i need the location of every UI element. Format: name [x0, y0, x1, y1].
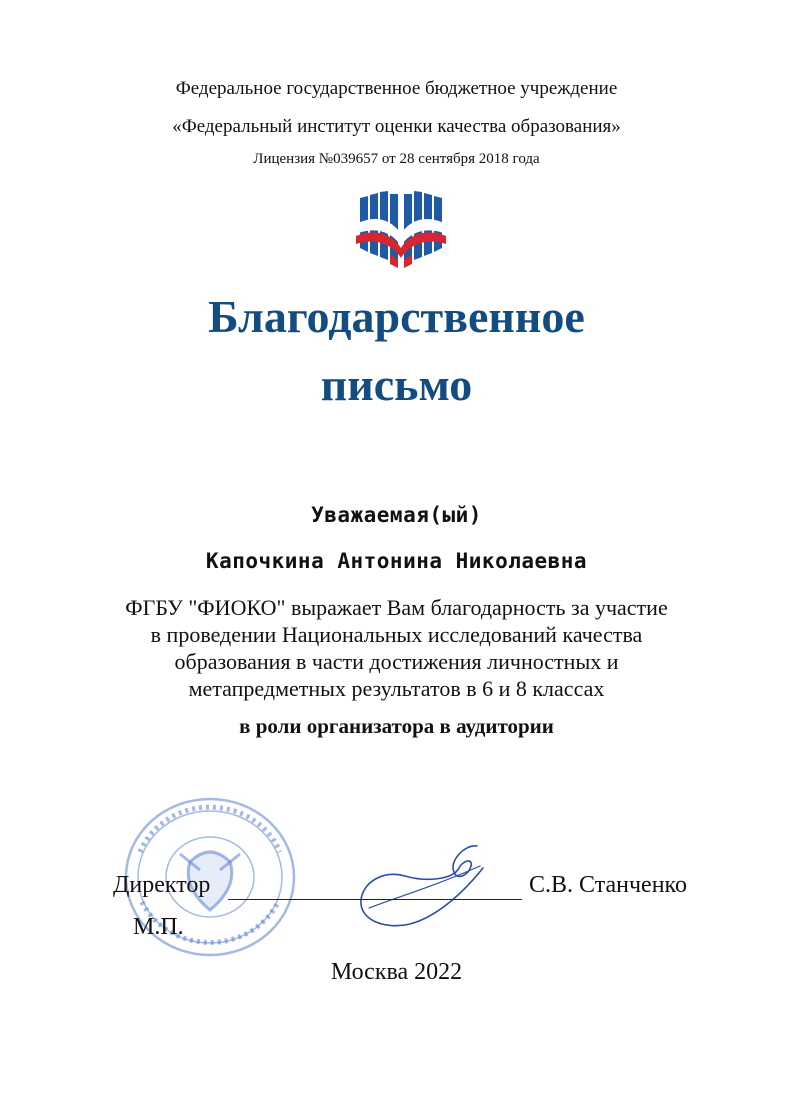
body-line3: образования в части достижения личностных и — [174, 649, 619, 674]
document-title-line1: Благодарственное — [208, 291, 585, 342]
recipient-name: Капочкина Антонина Николаевна — [205, 549, 588, 573]
org-name-line2: «Федеральный институт оценки качества образования» — [172, 116, 621, 137]
license-line: Лицензия №039657 от 28 сентября 2018 года — [253, 151, 540, 167]
signature-position: Директор — [113, 872, 211, 898]
org-name-line1: Федеральное государственное бюджетное учреждение — [175, 78, 618, 99]
body-line1: ФГБУ "ФИОКО" выражает Вам благодарность за участие — [125, 595, 668, 620]
stamp-label: М.П. — [133, 914, 184, 940]
signature-line — [228, 899, 522, 900]
body-line4: метапредметных результатов в 6 и 8 классах — [188, 676, 605, 701]
document-title-line2: письмо — [320, 359, 473, 410]
signatory-name: С.В. Станченко — [529, 872, 687, 898]
role-line: в роли организатора в аудитории — [239, 714, 554, 738]
handwritten-signature-icon — [355, 838, 495, 938]
greeting: Уважаемая(ый) — [311, 503, 482, 527]
body-line2: в проведении Национальных исследований качества — [150, 622, 643, 647]
fioko-logo-icon — [356, 190, 446, 270]
place-and-year: Москва 2022 — [330, 959, 463, 985]
